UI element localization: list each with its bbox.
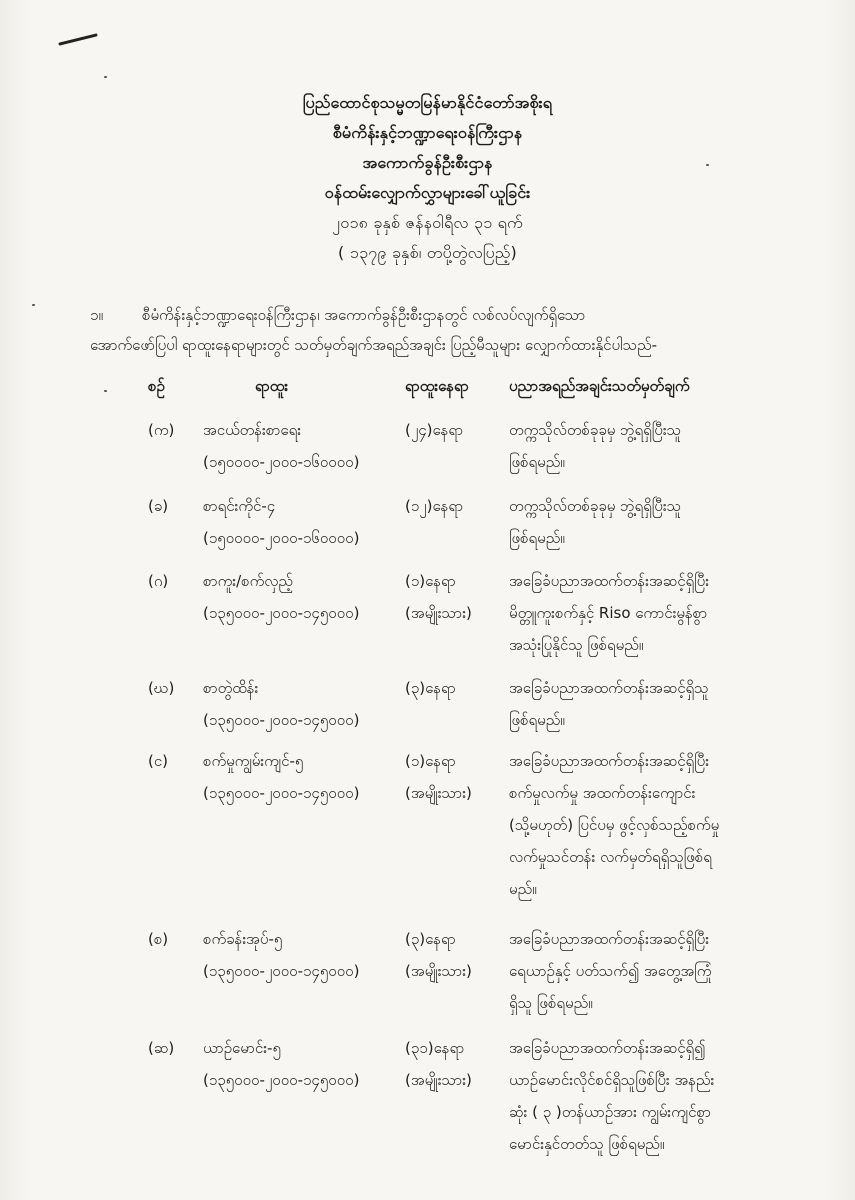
row-number: (င) (148, 752, 169, 770)
post-salary: (၁၅၀၀၀၀-၂၀၀၀-၁၆၀၀၀၀) (203, 529, 360, 547)
header-ministry: စီမံကိန်းနှင့်ဘဏ္ဍာရေးဝန်ကြီးဌာန (332, 123, 523, 142)
qualification-line: အခြေခံပညာအထက်တန်းအဆင့်ရှိသူ (509, 679, 709, 697)
row-number: (ခ) (148, 497, 169, 515)
post-title: စာကူး/စက်လှည့် (203, 572, 293, 590)
post-title: အငယ်တန်းစာရေး (203, 421, 301, 439)
qualification-line: ဖြစ်ရမည်။ (509, 529, 565, 547)
qualification-line: အသုံးပြုနိုင်သူ ဖြစ်ရမည်။ (509, 636, 644, 654)
qualification-line: ယာဉ်မောင်းလိုင်စင်ရှိသူဖြစ်ပြီး အနည်း (509, 1071, 715, 1089)
qualification-line: အခြေခံပညာအထက်တန်းအဆင့်ရှိ၍ (509, 1039, 706, 1057)
col-header-vacancies: ရာထူးနေရာ (405, 377, 469, 395)
post-title: စက်ခန်းအုပ်-၅ (203, 930, 283, 948)
header-title: ဝန်ထမ်းလျှောက်လွှာများခေါ်ယူခြင်း (324, 183, 531, 202)
post-salary: (၁၅၀၀၀၀-၂၀၀၀-၁၆၀၀၀၀) (203, 453, 360, 471)
post-salary: (၁၃၅၀၀၀-၂၀၀၀-၁၄၅၀၀၀) (203, 604, 360, 622)
post-salary: (၁၃၅၀၀၀-၂၀၀၀-၁၄၅၀၀၀) (203, 962, 360, 980)
row-number: (ဆ) (148, 1039, 175, 1057)
speck (32, 304, 35, 306)
vacancy-gender: (အမျိုးသား) (405, 962, 472, 980)
header-government: ပြည်ထောင်စုသမ္မတမြန်မာနိုင်ငံတော်အစိုးရ (302, 93, 553, 112)
row-number: (စ) (148, 930, 169, 948)
header-date-myanmar: ( ၁၃၇၉ ခုနှစ်၊ တပို့တွဲလပြည့်) (338, 243, 517, 262)
vacancy-gender: (အမျိုးသား) (405, 1071, 472, 1089)
qualification-line: မည်။ (509, 880, 537, 898)
post-title: စာတွဲထိန်း (203, 679, 259, 697)
speck (104, 76, 107, 78)
intro-line-1: စီမံကိန်းနှင့်ဘဏ္ဍာရေးဝန်ကြီးဌာန၊ အကောက်ခွန်ဦးစီးဌာနတွင် လစ်လပ်လျက်ရှိသော (142, 306, 586, 324)
qualification-line: တက္ကသိုလ်တစ်ခုခုမှ ဘွဲ့ရရှိပြီးသူ (509, 421, 682, 439)
row-number: (က) (148, 421, 175, 439)
qualification-line: ရေယာဉ်နှင့် ပတ်သက်၍ အတွေ့အကြုံ (509, 962, 712, 980)
pen-mark (58, 33, 98, 46)
vacancy-count: (၃၁)နေရာ (405, 1039, 465, 1057)
post-title: စာရင်းကိုင်-၄ (203, 497, 276, 515)
intro-line-2: အောက်ဖော်ပြပါ ရာထူးနေရာများတွင် သတ်မှတ်ချက်အရည်အချင်း ပြည့်မီသူများ လျှောက်ထားနိုင်ပါသည်- (90, 336, 658, 354)
header-department: အကောက်ခွန်ဦးစီးဌာန (362, 153, 493, 172)
vacancy-count: (၃)နေရာ (405, 930, 456, 948)
vacancy-gender: (အမျိုးသား) (405, 784, 472, 802)
post-title: ယာဉ်မောင်း-၅ (203, 1039, 281, 1057)
col-header-no: စဉ် (148, 377, 165, 395)
qualification-line: မိတ္တူကူးစက်နှင့် Riso ကောင်းမွန်စွာ (509, 604, 708, 622)
qualification-line: ဆုံး ( ၃ )တန်ယာဉ်အား ကျွမ်းကျင်စွာ (509, 1103, 712, 1121)
qualification-line: တက္ကသိုလ်တစ်ခုခုမှ ဘွဲ့ရရှိပြီးသူ (509, 497, 682, 515)
post-title: စက်မှုကျွမ်းကျင်-၅ (203, 752, 304, 770)
post-salary: (၁၃၅၀၀၀-၂၀၀၀-၁၄၅၀၀၀) (203, 784, 360, 802)
qualification-line: ရှိသူ ဖြစ်ရမည်။ (509, 994, 593, 1012)
vacancy-count: (၁)နေရာ (405, 752, 456, 770)
col-header-post: ရာထူး (255, 377, 289, 395)
vacancy-gender: (အမျိုးသား) (405, 604, 472, 622)
qualification-line: လက်မှုသင်တန်း လက်မှတ်ရရှိသူဖြစ်ရ (509, 848, 712, 866)
qualification-line: ဖြစ်ရမည်။ (509, 711, 565, 729)
vacancy-count: (၁)နေရာ (405, 572, 456, 590)
qualification-line: (သို့မဟုတ်) ပြင်ပမှ ဖွင့်လှစ်သည့်စက်မှု (509, 816, 720, 834)
row-number: (ဂ) (148, 572, 169, 590)
qualification-line: စက်မှုလက်မှု အထက်တန်းကျောင်း (509, 784, 696, 802)
vacancy-count: (၂၄)နေရာ (405, 421, 464, 439)
vacancy-count: (၁၂)နေရာ (405, 497, 464, 515)
vacancy-count: (၃)နေရာ (405, 679, 456, 697)
document-header (0, 88, 855, 268)
header-date: ၂၀၁၈ ခုနှစ် ဇန်နဝါရီလ ၃၁ ရက် (332, 213, 523, 232)
post-salary: (၁၃၅၀၀၀-၂၀၀၀-၁၄၅၀၀၀) (203, 711, 360, 729)
row-number: (ဃ) (148, 679, 175, 697)
col-header-qualification: ပညာအရည်အချင်းသတ်မှတ်ချက် (509, 377, 690, 395)
qualification-line: အခြေခံပညာအထက်တန်းအဆင့်ရှိပြီး (509, 930, 710, 948)
qualification-line: မောင်းနှင်တတ်သူ ဖြစ်ရမည်။ (509, 1135, 665, 1153)
speck (104, 390, 107, 392)
qualification-line: ဖြစ်ရမည်။ (509, 453, 565, 471)
paragraph-number: ၁။ (90, 306, 103, 324)
qualification-line: အခြေခံပညာအထက်တန်းအဆင့်ရှိပြီး (509, 572, 710, 590)
post-salary: (၁၃၅၀၀၀-၂၀၀၀-၁၄၅၀၀၀) (203, 1071, 360, 1089)
qualification-line: အခြေခံပညာအထက်တန်းအဆင့်ရှိပြီး (509, 752, 710, 770)
